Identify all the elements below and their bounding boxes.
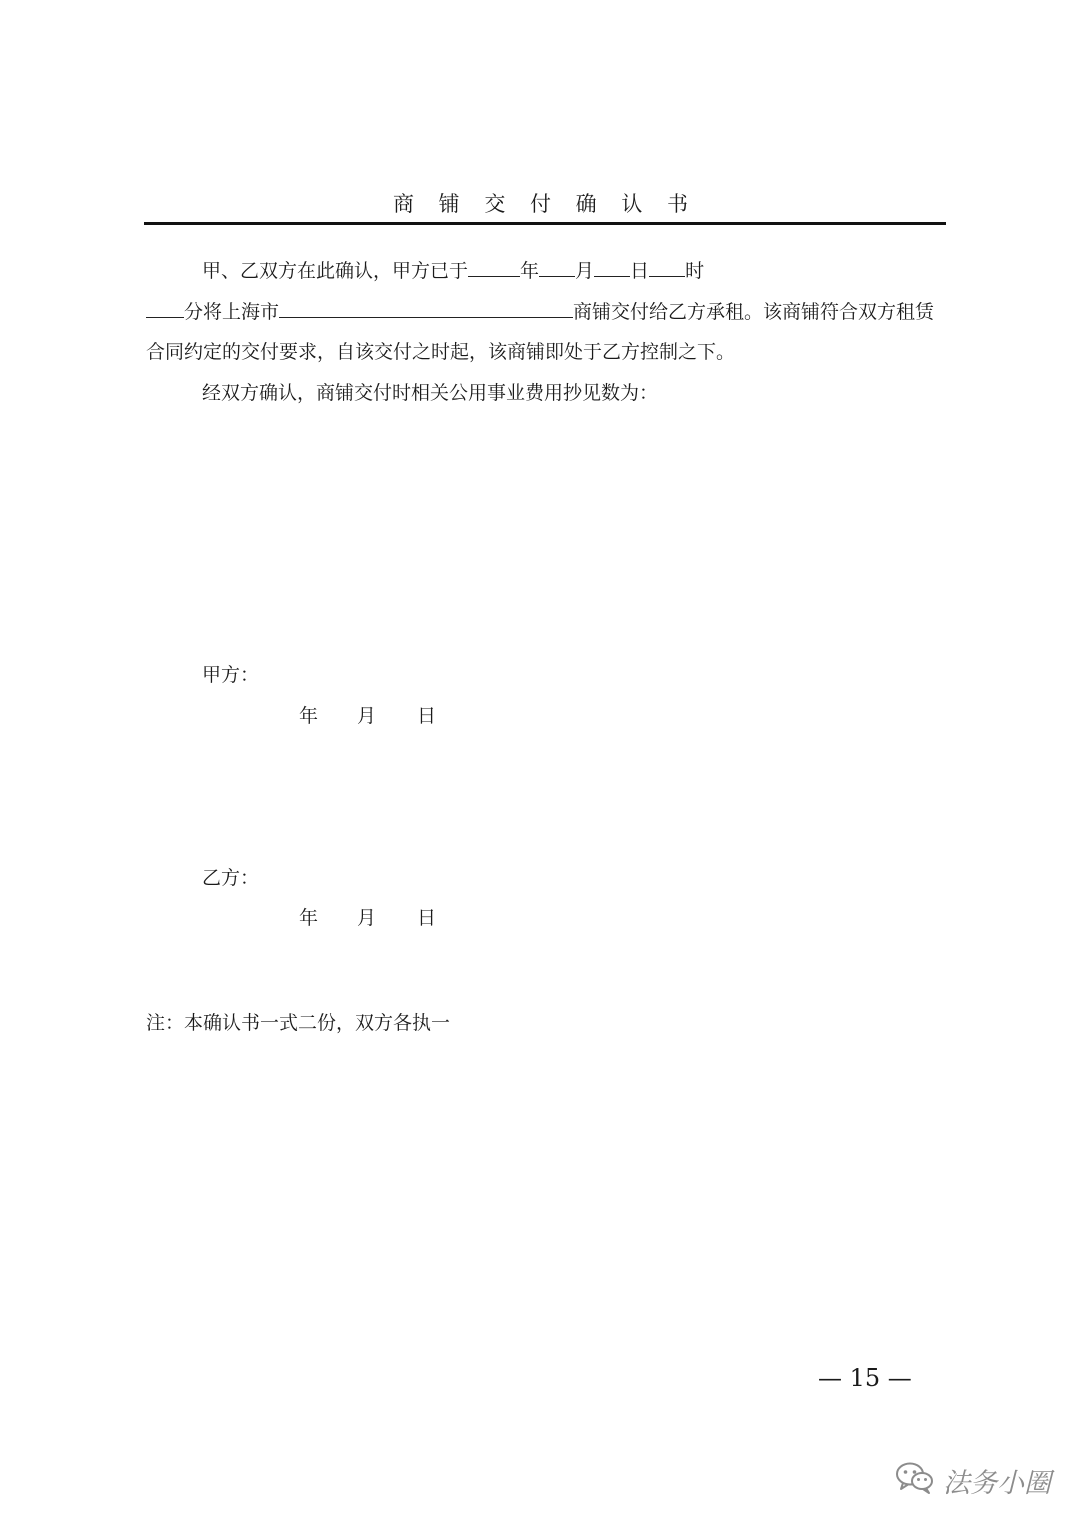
- party-b-day: 日: [417, 907, 437, 929]
- party-a-year: 年: [299, 705, 319, 727]
- month-label: 月: [575, 260, 595, 282]
- party-a-day: 日: [417, 705, 437, 727]
- para1-part3: 合同约定的交付要求，自该交付之时起，该商铺即处于乙方控制之下。: [146, 341, 736, 363]
- document-title: 商 铺 交 付 确 认 书: [392, 192, 698, 216]
- party-b-month: 月: [357, 907, 377, 929]
- para1-line3: [146, 339, 735, 365]
- party-a-label: 甲方：: [202, 664, 260, 686]
- minute-label: 分将上海市: [184, 301, 280, 323]
- party-b-year: 年: [299, 907, 319, 929]
- day-blank: [594, 256, 630, 277]
- year-blank: [468, 256, 520, 277]
- para1-intro: 甲、乙双方在此确认，甲方已于: [202, 260, 469, 282]
- minute-blank: [146, 297, 184, 318]
- address-blank: [279, 297, 573, 318]
- party-b-label: 乙方：: [202, 867, 260, 889]
- para2-text: 经双方确认，商铺交付时相关公用事业费用抄见数为：: [202, 382, 659, 404]
- month-blank: [539, 256, 575, 277]
- party-a-date: [0, 703, 1080, 729]
- page-number: — 15 —: [818, 1364, 912, 1392]
- wechat-icon: [895, 1461, 935, 1499]
- year-label: 年: [520, 260, 540, 282]
- hour-blank: [649, 256, 685, 277]
- para1-line2: [146, 297, 934, 325]
- para1-part2: 商铺交付给乙方承租。该商铺符合双方租赁: [573, 301, 935, 323]
- party-b-date: [0, 905, 1080, 931]
- note: 注：本确认书一式二份，双方各执一: [146, 1012, 451, 1034]
- day-label: 日: [630, 260, 650, 282]
- para1-line1: [202, 256, 704, 284]
- watermark: [895, 1462, 1051, 1498]
- watermark-text: 法务小圈: [943, 1467, 1051, 1499]
- party-a-month: 月: [357, 705, 377, 727]
- hour-label: 时: [685, 260, 705, 282]
- para2: [202, 380, 658, 406]
- title-rule: [144, 222, 946, 225]
